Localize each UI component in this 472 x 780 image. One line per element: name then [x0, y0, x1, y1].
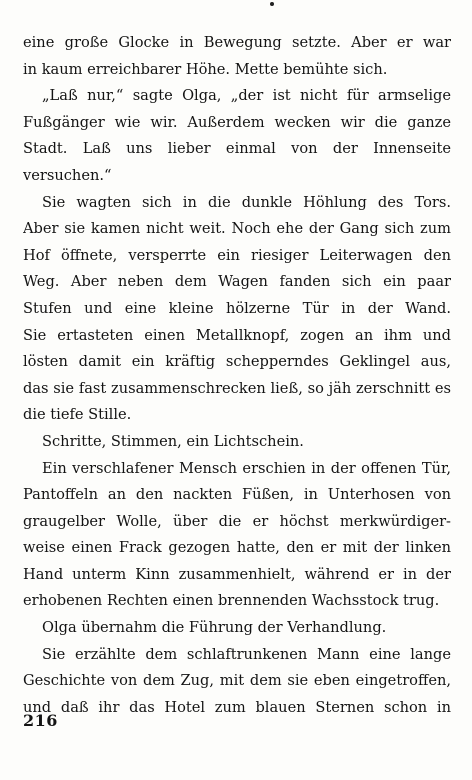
- text-line: Olga übernahm die Führung der Verhandlung.: [42, 619, 387, 637]
- text-line: Ein verschlafener Mensch erschien in der offenen Tür,: [42, 459, 451, 477]
- text-line: in kaum erreichbarer Höhe. Mette bemühte sich.: [23, 60, 388, 78]
- text-line: Hof öffnete, versperrte ein riesiger Leiterwagen den: [23, 246, 451, 264]
- text-line: Sie ertasteten einen Metallknopf, zogen an ihm und: [23, 326, 451, 344]
- text-line: „Laß nur,“ sagte Olga, „der ist nicht für armselige: [42, 87, 451, 105]
- text-line: die tiefe Stille.: [23, 406, 132, 424]
- text-line: versuchen.“: [23, 166, 112, 184]
- text-line: Aber sie kamen nicht weit. Noch ehe der Gang sich zum: [23, 220, 451, 238]
- text-line: Fußgänger wie wir. Außerdem wecken wir die ganze: [23, 113, 451, 131]
- body-text: [23, 30, 451, 721]
- text-line: Hand unterm Kinn zusammenhielt, während er in der: [23, 565, 451, 583]
- text-line: Sie wagten sich in die dunkle Höhlung des Tors.: [42, 193, 451, 211]
- text-line: eine große Glocke in Bewegung setzte. Aber er war: [23, 34, 451, 51]
- text-line: das sie fast zusammenschrecken ließ, so jäh zerschnitt es: [23, 379, 451, 397]
- text-line: Schritte, Stimmen, ein Lichtschein.: [42, 432, 304, 450]
- text-line: weise einen Frack gezogen hatte, den er mit der linken: [23, 539, 451, 557]
- text-line: graugelber Wolle, über die er höchst merkwürdiger-: [23, 512, 451, 530]
- text-line: Stufen und eine kleine hölzerne Tür in der Wand.: [23, 299, 451, 317]
- text-line: und daß ihr das Hotel zum blauen Sternen schon in: [23, 698, 451, 716]
- text-line: erhobenen Rechten einen brennenden Wachsstock trug.: [23, 592, 440, 610]
- text-line: Pantoffeln an den nackten Füßen, in Unterhosen von: [23, 486, 451, 504]
- ink-dot: [270, 2, 274, 6]
- text-line: Stadt. Laß uns lieber einmal von der Innenseite: [23, 140, 451, 158]
- text-line: Weg. Aber neben dem Wagen fanden sich ein paar: [23, 273, 451, 291]
- page-number: 216: [23, 711, 58, 730]
- text-line: lösten damit ein kräftig schepperndes Geklingel aus,: [23, 353, 451, 371]
- text-line: Sie erzählte dem schlaftrunkenen Mann eine lange: [42, 645, 451, 663]
- text-line: Geschichte von dem Zug, mit dem sie eben eingetroffen,: [23, 672, 451, 690]
